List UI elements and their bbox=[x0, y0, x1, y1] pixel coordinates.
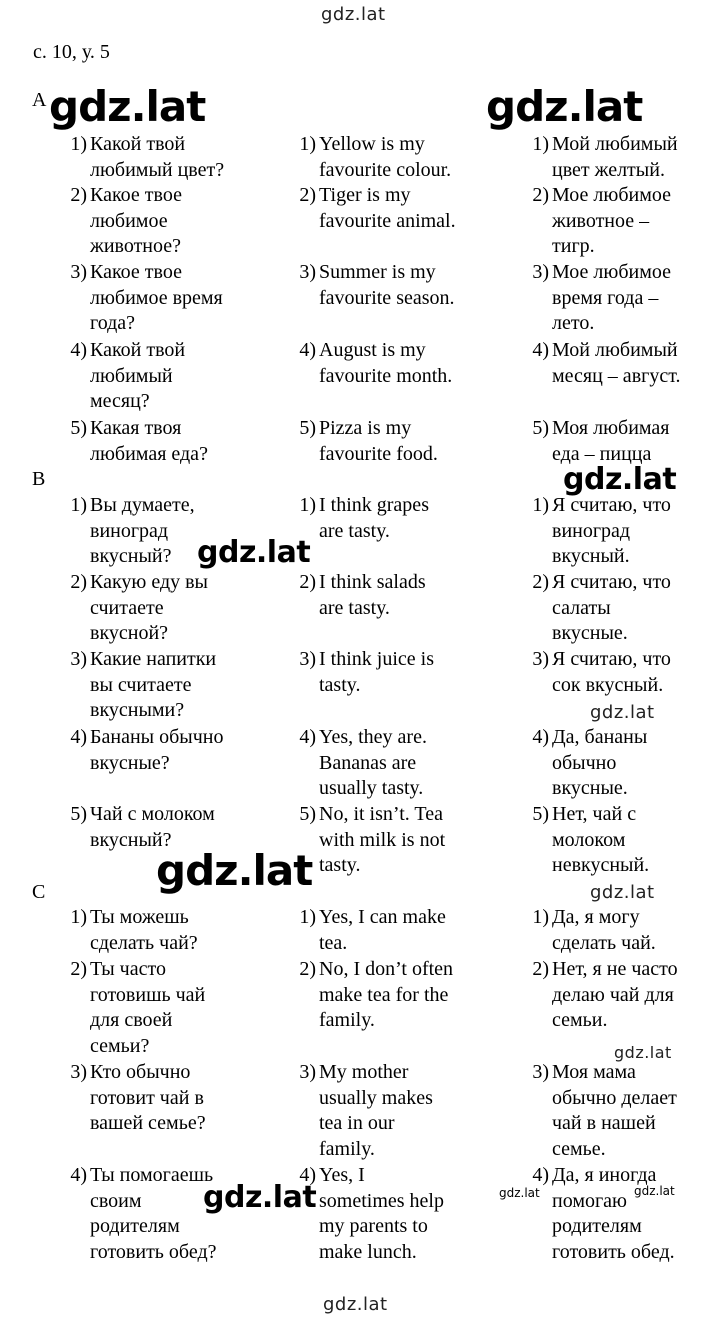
item-number: 3) bbox=[70, 1061, 87, 1083]
item-text-line: для своей bbox=[90, 1009, 173, 1032]
item-text-line: вкусные. bbox=[552, 622, 628, 645]
item-text-line: Вы думаете, bbox=[90, 494, 195, 516]
item-number: 2) bbox=[299, 958, 316, 980]
item-text-line: tasty. bbox=[319, 673, 361, 696]
watermark-b-left: gdz.lat bbox=[197, 535, 314, 570]
item-text-line: готовить обед? bbox=[90, 1241, 217, 1264]
item-text-line: Нет, я не часто bbox=[552, 958, 678, 980]
item-text-line: make tea for the bbox=[319, 983, 449, 1006]
item-text-line: Да, я иногда bbox=[552, 1164, 657, 1186]
watermark-c-small-2: gdz.lat bbox=[614, 1043, 672, 1062]
item-number: 1) bbox=[70, 494, 87, 516]
item-number: 3) bbox=[299, 648, 316, 670]
item-number: 2) bbox=[299, 184, 316, 206]
item-text-line: животное? bbox=[90, 235, 182, 258]
item-text-line: my parents to bbox=[319, 1215, 428, 1238]
watermark-b-small: gdz.lat bbox=[590, 702, 655, 723]
item-text-line: favourite food. bbox=[319, 442, 438, 465]
item-number: 4) bbox=[299, 339, 316, 361]
item-text-line: family. bbox=[319, 1009, 375, 1032]
item-text-line: любимый bbox=[90, 364, 173, 387]
item-text-line: family. bbox=[319, 1138, 375, 1161]
item-text-line: Какое твое bbox=[90, 261, 182, 283]
item-text-line: Я считаю, что bbox=[552, 494, 671, 516]
item-number: 4) bbox=[70, 726, 87, 748]
item-text-line: Tiger is my bbox=[319, 184, 411, 206]
item-text-line: время года – bbox=[552, 286, 659, 309]
item-text-line: семьи. bbox=[552, 1009, 608, 1032]
item-text-line: Мое любимое bbox=[552, 261, 671, 283]
item-text-line: Какой твой bbox=[90, 339, 186, 361]
item-number: 1) bbox=[299, 906, 316, 928]
item-text-line: салаты bbox=[552, 596, 611, 619]
watermark-big-1: gdz.lat bbox=[49, 82, 206, 131]
item-text-line: Кто обычно bbox=[90, 1061, 191, 1083]
item-text-line: Моя мама bbox=[552, 1061, 636, 1083]
item-number: 1) bbox=[70, 133, 87, 155]
item-text-line: with milk is not bbox=[319, 828, 446, 851]
item-text-line: My mother bbox=[319, 1061, 409, 1083]
item-text-line: месяц? bbox=[90, 390, 150, 413]
item-number: 3) bbox=[532, 1061, 549, 1083]
item-text-line: Мое любимое bbox=[552, 184, 671, 206]
item-text-line: favourite month. bbox=[319, 364, 453, 387]
item-text-line: вкусный? bbox=[90, 545, 172, 568]
item-text-line: Какой твой bbox=[90, 133, 186, 155]
item-text-line: Pizza is my bbox=[319, 417, 412, 439]
item-text-line: usually makes bbox=[319, 1086, 433, 1109]
item-text-line: Yellow is my bbox=[319, 133, 425, 155]
section-label-c: C bbox=[32, 881, 46, 903]
item-text-line: цвет желтый. bbox=[552, 158, 665, 181]
item-text-line: чай в нашей bbox=[552, 1112, 656, 1135]
item-text-line: No, it isn’t. Tea bbox=[319, 803, 443, 825]
item-text-line: Нет, чай с bbox=[552, 803, 637, 825]
item-text-line: вкусными? bbox=[90, 699, 185, 722]
item-text-line: помогаю bbox=[552, 1189, 627, 1212]
item-text-line: Моя любимая bbox=[552, 417, 670, 439]
item-number: 2) bbox=[299, 571, 316, 593]
item-number: 4) bbox=[70, 339, 87, 361]
item-text-line: are tasty. bbox=[319, 596, 390, 619]
item-text-line: Я считаю, что bbox=[552, 648, 671, 670]
item-text-line: Бананы обычно bbox=[90, 726, 224, 748]
item-number: 1) bbox=[70, 906, 87, 928]
item-text-line: August is my bbox=[319, 339, 426, 361]
item-text-line: are tasty. bbox=[319, 519, 390, 542]
item-text-line: своим bbox=[90, 1189, 142, 1212]
item-text-line: Ты помогаешь bbox=[90, 1164, 214, 1186]
item-text-line: вкусный. bbox=[552, 545, 630, 568]
item-number: 5) bbox=[532, 417, 549, 439]
item-number: 2) bbox=[70, 571, 87, 593]
item-number: 1) bbox=[299, 494, 316, 516]
item-number: 4) bbox=[532, 1164, 549, 1186]
section-label-a: A bbox=[32, 89, 47, 111]
item-text-line: Yes, I bbox=[319, 1164, 365, 1186]
item-text-line: Bananas are bbox=[319, 751, 417, 774]
page-header: с. 10, у. 5 bbox=[33, 41, 110, 63]
item-number: 3) bbox=[299, 261, 316, 283]
item-text-line: готовит чай в bbox=[90, 1086, 204, 1109]
item-text-line: сделать чай? bbox=[90, 931, 198, 954]
item-number: 4) bbox=[70, 1164, 87, 1186]
item-number: 3) bbox=[532, 261, 549, 283]
item-text-line: sometimes help bbox=[319, 1189, 444, 1212]
item-text-line: Какая твоя bbox=[90, 417, 182, 439]
item-text-line: вкусной? bbox=[90, 622, 169, 645]
watermark-b-right: gdz.lat bbox=[563, 462, 680, 497]
item-text-line: Мой любимый bbox=[552, 133, 678, 155]
item-text-line: вашей семье? bbox=[90, 1112, 206, 1135]
item-text-line: животное – bbox=[552, 209, 650, 232]
item-text-line: считаете bbox=[90, 596, 164, 619]
item-number: 5) bbox=[70, 803, 87, 825]
item-text-line: виноград bbox=[552, 519, 631, 542]
item-number: 5) bbox=[299, 417, 316, 439]
item-number: 2) bbox=[70, 958, 87, 980]
watermark-top: gdz.lat bbox=[321, 4, 386, 25]
item-text-line: Да, я могу bbox=[552, 906, 640, 928]
item-text-line: Какие напитки bbox=[90, 648, 217, 670]
item-number: 1) bbox=[532, 133, 549, 155]
item-text-line: готовить обед. bbox=[552, 1241, 675, 1264]
watermark-bottom: gdz.lat bbox=[323, 1294, 388, 1315]
item-text-line: делаю чай для bbox=[552, 983, 674, 1006]
item-text-line: Ты можешь bbox=[90, 906, 189, 928]
item-text-line: favourite animal. bbox=[319, 209, 456, 232]
item-text-line: Yes, I can make bbox=[319, 906, 446, 928]
item-number: 5) bbox=[299, 803, 316, 825]
item-text-line: вкусные. bbox=[552, 777, 628, 800]
item-text-line: favourite season. bbox=[319, 286, 455, 309]
item-text-line: Ты часто bbox=[90, 958, 166, 980]
item-text-line: Да, бананы bbox=[552, 726, 648, 748]
item-text-line: любимый цвет? bbox=[90, 158, 225, 181]
item-text-line: любимое bbox=[90, 209, 168, 232]
watermark-tiny-1: gdz.lat bbox=[499, 1186, 540, 1200]
item-number: 4) bbox=[299, 1164, 316, 1186]
item-text-line: виноград bbox=[90, 519, 169, 542]
item-text-line: tea in our bbox=[319, 1112, 395, 1135]
item-text-line: сделать чай. bbox=[552, 931, 656, 954]
watermark-c-big: gdz.lat bbox=[156, 846, 313, 895]
item-text-line: вкусный? bbox=[90, 828, 172, 851]
item-text-line: лето. bbox=[552, 312, 595, 335]
item-text-line: Какое твое bbox=[90, 184, 182, 206]
item-number: 4) bbox=[532, 726, 549, 748]
watermark-big-2: gdz.lat bbox=[486, 82, 643, 131]
item-number: 2) bbox=[70, 184, 87, 206]
item-text-line: usually tasty. bbox=[319, 777, 424, 800]
item-text-line: месяц – август. bbox=[552, 364, 681, 387]
item-number: 3) bbox=[299, 1061, 316, 1083]
item-text-line: сок вкусный. bbox=[552, 673, 664, 696]
watermark-c-mid: gdz.lat bbox=[203, 1180, 320, 1215]
item-number: 4) bbox=[532, 339, 549, 361]
item-number: 5) bbox=[70, 417, 87, 439]
item-text-line: I think grapes bbox=[319, 494, 429, 516]
item-text-line: I think salads bbox=[319, 571, 426, 593]
watermark-tiny-2: gdz.lat bbox=[634, 1184, 675, 1198]
item-text-line: favourite colour. bbox=[319, 158, 452, 181]
item-number: 1) bbox=[532, 906, 549, 928]
item-text-line: родителям bbox=[90, 1215, 180, 1238]
watermark-c-small-1: gdz.lat bbox=[590, 882, 655, 903]
item-text-line: No, I don’t often bbox=[319, 958, 454, 980]
item-text-line: tea. bbox=[319, 931, 348, 954]
item-text-line: вкусные? bbox=[90, 751, 170, 774]
item-text-line: Мой любимый bbox=[552, 339, 678, 361]
item-text-line: обычно делает bbox=[552, 1086, 677, 1109]
item-text-line: тигр. bbox=[552, 235, 595, 258]
item-text-line: родителям bbox=[552, 1215, 642, 1238]
item-text-line: tasty. bbox=[319, 854, 361, 877]
item-number: 3) bbox=[532, 648, 549, 670]
item-text-line: обычно bbox=[552, 751, 617, 774]
item-text-line: невкусный. bbox=[552, 854, 650, 877]
item-number: 5) bbox=[532, 803, 549, 825]
item-text-line: Какую еду вы bbox=[90, 571, 208, 593]
item-text-line: Yes, they are. bbox=[319, 726, 427, 748]
item-number: 4) bbox=[299, 726, 316, 748]
item-text-line: любимое время bbox=[90, 286, 223, 309]
item-text-line: любимая еда? bbox=[90, 442, 208, 465]
item-number: 3) bbox=[70, 261, 87, 283]
item-number: 3) bbox=[70, 648, 87, 670]
item-text-line: Я считаю, что bbox=[552, 571, 671, 593]
item-text-line: make lunch. bbox=[319, 1241, 417, 1264]
item-text-line: семьи? bbox=[90, 1035, 150, 1058]
item-text-line: семье. bbox=[552, 1138, 606, 1161]
section-label-b: B bbox=[32, 468, 46, 490]
item-number: 2) bbox=[532, 958, 549, 980]
item-text-line: вы считаете bbox=[90, 673, 192, 696]
item-number: 2) bbox=[532, 571, 549, 593]
item-number: 2) bbox=[532, 184, 549, 206]
item-text-line: молоком bbox=[552, 828, 626, 851]
item-text-line: I think juice is bbox=[319, 648, 434, 670]
item-text-line: готовишь чай bbox=[90, 983, 206, 1006]
item-text-line: Чай с молоком bbox=[90, 803, 215, 825]
item-text-line: года? bbox=[90, 312, 136, 335]
item-number: 1) bbox=[299, 133, 316, 155]
item-text-line: еда – пицца bbox=[552, 442, 652, 465]
item-text-line: Summer is my bbox=[319, 261, 436, 283]
item-number: 1) bbox=[532, 494, 549, 516]
